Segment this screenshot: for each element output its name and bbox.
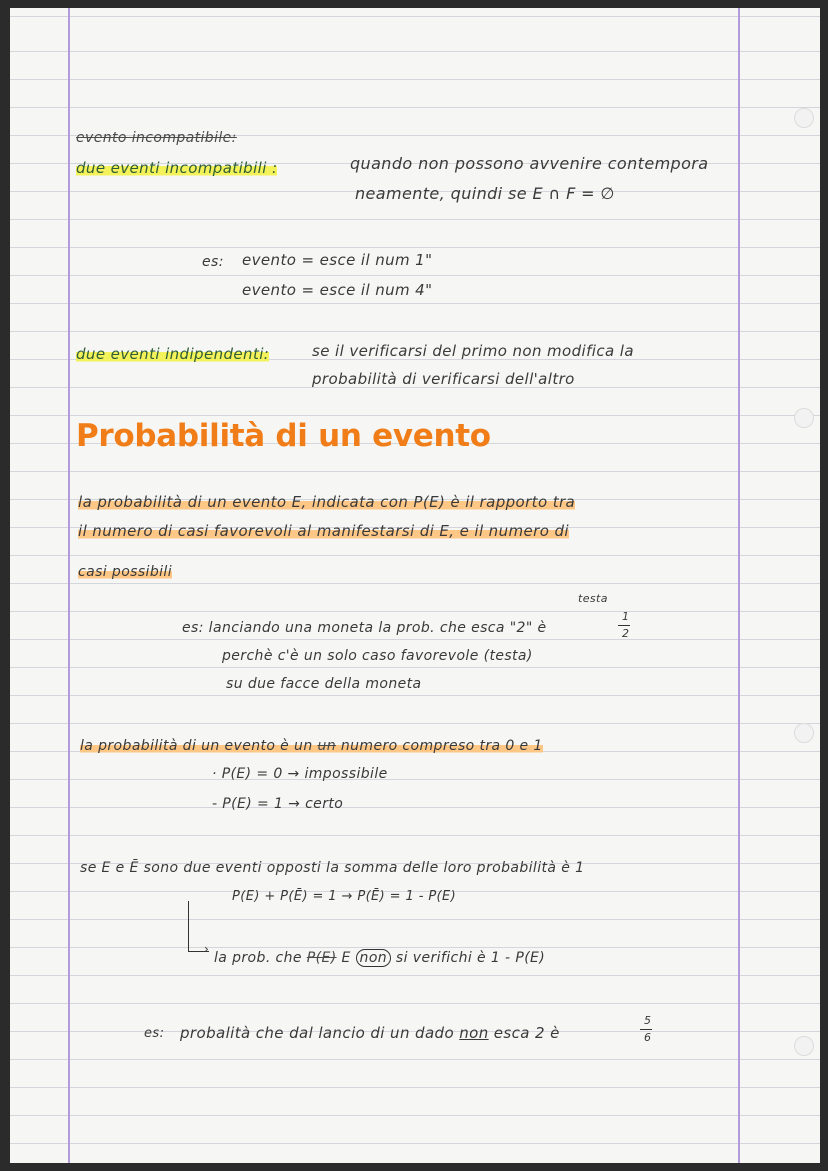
definition-incompatible-line1: quando non possono avvenire contempora (350, 154, 709, 173)
struck-heading: evento incompatibile: (76, 130, 237, 146)
definition-independent-line2: probabilità di verificarsi dell'altro (312, 370, 575, 388)
example2-line3: su due facce della moneta (226, 676, 422, 692)
fraction3-numerator: 5 (644, 1014, 652, 1027)
term-incompatible: due eventi incompatibili : (76, 159, 278, 177)
binder-hole (794, 108, 814, 128)
example3-prefix: es: (144, 1026, 165, 1041)
fraction-numerator: 1 (622, 610, 630, 623)
definition-line3: casi possibili (78, 564, 172, 580)
left-margin-line (68, 8, 70, 1163)
example2-line2: perchè c'è un solo caso favorevole (testa) (222, 648, 533, 664)
example1-line2: evento = esce il num 4" (242, 281, 433, 299)
definition-line2: il numero di casi favorevoli al manifestarsi di E, e il numero di (78, 522, 569, 540)
binder-hole (794, 1036, 814, 1056)
term-independent: due eventi indipendenti: (76, 345, 270, 363)
opposite-consequence: la prob. che P(E) E non si verifichi è 1 - P(E) (214, 950, 546, 966)
arrow-head: › (204, 942, 209, 956)
bullet-certain: - P(E) = 1 → certo (212, 796, 344, 812)
example2-line1: es: lanciando una moneta la prob. che esca "2" è (182, 620, 547, 636)
binder-hole (794, 723, 814, 743)
example3-text: probalità che dal lancio di un dado non esca 2 è (180, 1024, 560, 1042)
example1-line1: evento = esce il num 1" (242, 251, 433, 269)
bullet-impossible: · P(E) = 0 → impossibile (212, 766, 388, 782)
definition-line1: la probabilità di un evento E, indicata con P(E) è il rapporto tra (78, 493, 576, 511)
range-statement: la probabilità di un evento è un un numero compreso tra 0 e 1 (80, 738, 543, 754)
example-prefix: es: (202, 254, 224, 270)
binder-hole (794, 408, 814, 428)
opposite-formula: P(E) + P(Ē) = 1 → P(Ē) = 1 - P(E) (232, 889, 457, 904)
section-title: Probabilità di un evento (76, 418, 491, 454)
superscript-testa: testa (578, 592, 608, 605)
fraction-bar (618, 625, 630, 626)
definition-incompatible-line2: neamente, quindi se E ∩ F = ∅ (355, 184, 615, 203)
fraction3-denominator: 6 (644, 1031, 652, 1044)
fraction3-bar (640, 1029, 652, 1030)
opposite-events-statement: se E e Ē sono due eventi opposti la somma delle loro probabilità è 1 (80, 860, 585, 876)
fraction-denominator: 2 (622, 627, 630, 640)
circled-non: non (356, 949, 392, 967)
notebook-page (10, 8, 820, 1163)
definition-independent-line1: se il verificarsi del primo non modifica la (312, 342, 634, 360)
right-margin-line (738, 8, 740, 1163)
